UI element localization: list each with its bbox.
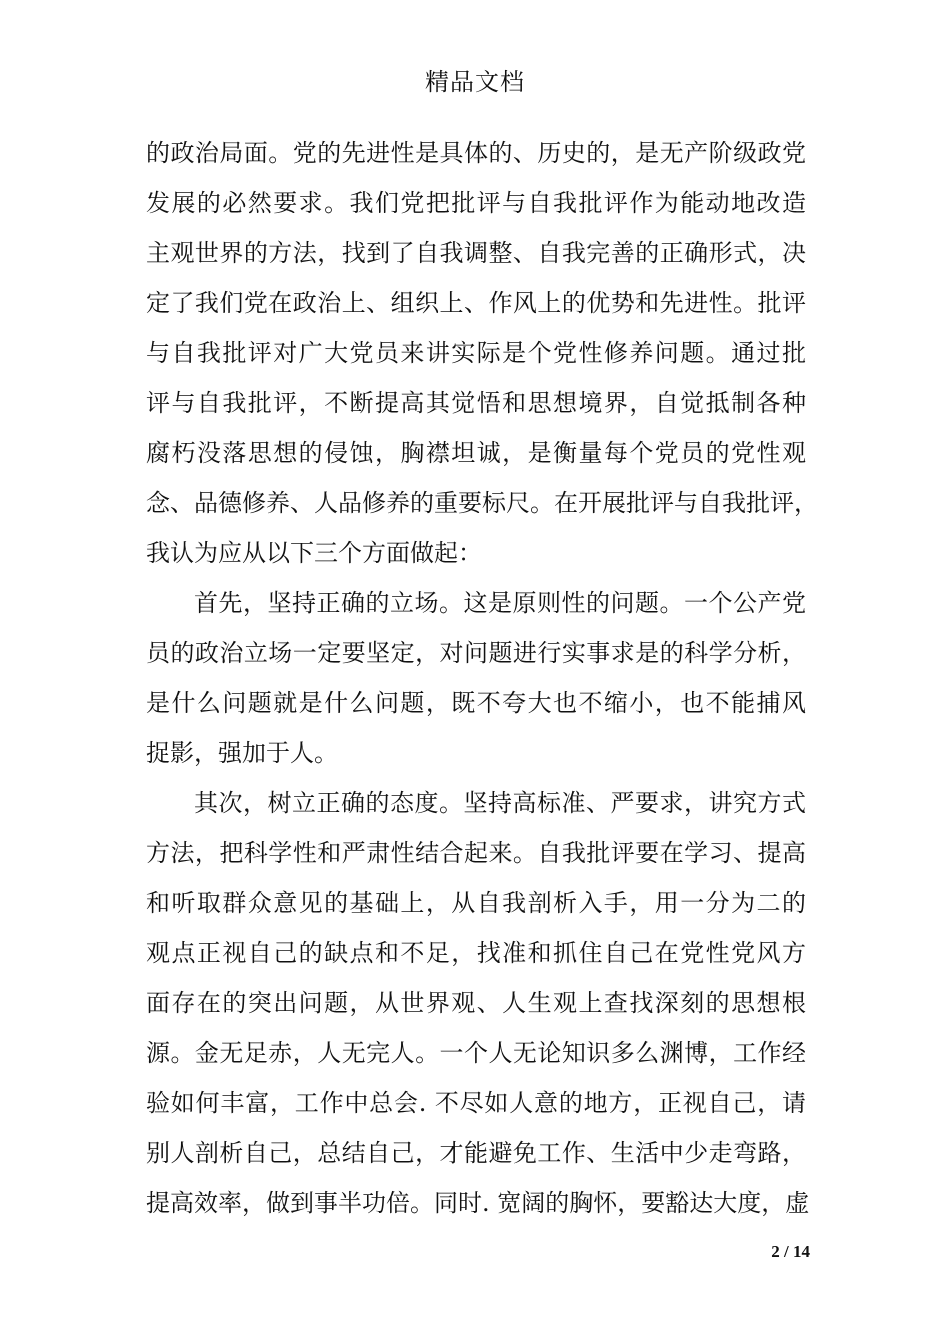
text-line: 面存在的突出问题，从世界观、人生观上查找深刻的思想根 (146, 989, 806, 1017)
text-line: 念、品德修养、人品修养的重要标尺。在开展批评与自我批评， (146, 489, 818, 517)
page-number: 2 / 14 (771, 1242, 810, 1261)
text-line: 源。金无足赤，人无完人。一个人无论知识多么渊博，工作经 (146, 1039, 806, 1067)
text-line: 与自我批评对广大党员来讲实际是个党性修养问题。通过批 (146, 339, 806, 367)
text-line: 主观世界的方法，找到了自我调整、自我完善的正确形式，决 (146, 239, 806, 267)
text-line: 捉影，强加于人。 (146, 739, 338, 767)
paragraph (146, 578, 806, 778)
text-line: 别人剖析自己，总结自己，才能避免工作、生活中少走弯路， (146, 1139, 806, 1167)
paragraph (146, 128, 818, 578)
text-line: 评与自我批评，不断提高其觉悟和思想境界，自觉抵制各种 (146, 389, 806, 417)
text-line: 方法，把科学性和严肃性结合起来。自我批评要在学习、提高 (146, 839, 806, 867)
document-body (146, 128, 818, 1228)
text-line: 我认为应从以下三个方面做起： (146, 539, 482, 567)
text-line: 腐朽没落思想的侵蚀，胸襟坦诚，是衡量每个党员的党性观 (146, 439, 806, 467)
text-line: 和听取群众意见的基础上，从自我剖析入手，用一分为二的 (146, 889, 806, 917)
text-line: 的政治局面。党的先进性是具体的、历史的，是无产阶级政党 (146, 139, 806, 167)
text-line: 观点正视自己的缺点和不足，找准和抓住自己在党性党风方 (146, 939, 806, 967)
paragraph (146, 778, 810, 1228)
text-line: 首先，坚持正确的立场。这是原则性的问题。一个公产党 (194, 589, 806, 617)
text-line: 验如何丰富，工作中总会. 不尽如人意的地方，正视自己，请 (146, 1089, 806, 1117)
text-line: 是什么问题就是什么问题，既不夸大也不缩小，也不能捕风 (146, 689, 806, 717)
text-line: 其次，树立正确的态度。坚持高标准、严要求，讲究方式 (194, 789, 806, 817)
text-line: 员的政治立场一定要坚定，对问题进行实事求是的科学分析， (146, 639, 806, 667)
text-line: 提高效率，做到事半功倍。同时. 宽阔的胸怀，要豁达大度，虚 (146, 1189, 810, 1217)
page-header-title: 精品文档 (425, 68, 525, 96)
text-line: 发展的必然要求。我们党把批评与自我批评作为能动地改造 (146, 189, 806, 217)
text-line: 定了我们党在政治上、组织上、作风上的优势和先进性。批评 (146, 289, 806, 317)
